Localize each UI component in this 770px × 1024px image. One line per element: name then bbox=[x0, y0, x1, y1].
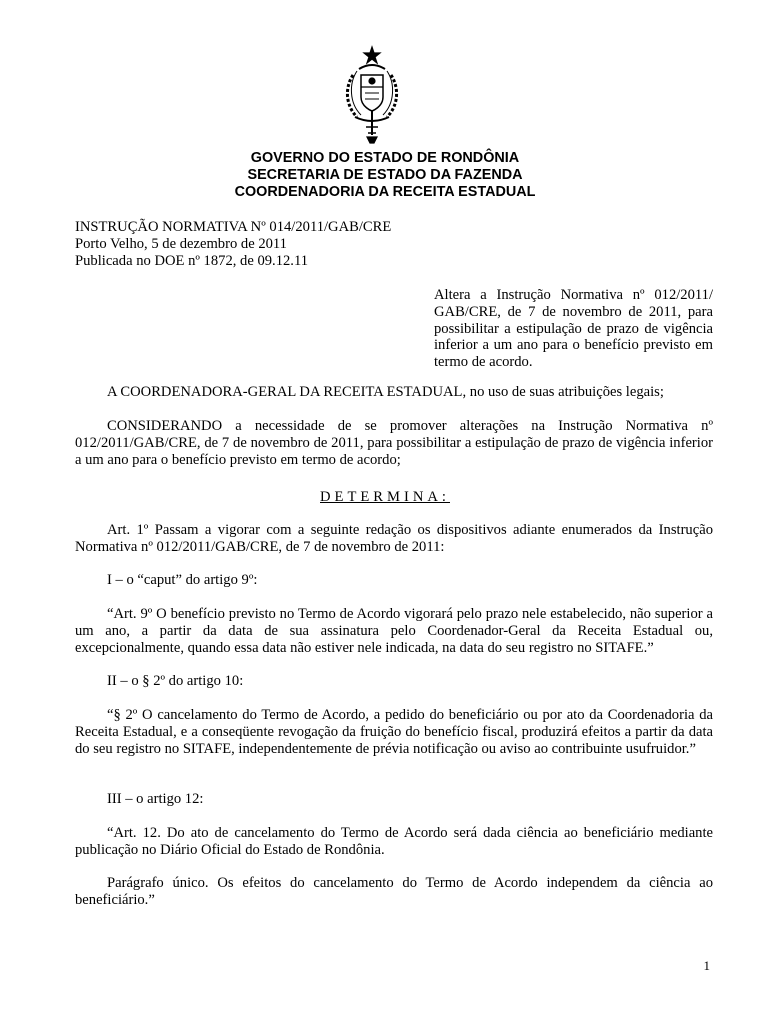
quote-paragraph-2: “§ 2º O cancelamento do Termo de Acordo, a pedido do beneficiário ou por ato da Coordenadoria da Receita Estadual, e a conseqüente revogação da fruição do benefício fiscal, produzirá efeitos a partir da data do seu registro no SITAFE, independentemente de prévia notificação ou aviso ao contribuinte usufruidor.” bbox=[75, 707, 713, 757]
place-date: Porto Velho, 5 de dezembro de 2011 bbox=[75, 235, 287, 252]
item-1-paragraph: I – o “caput” do artigo 9º: bbox=[107, 572, 258, 588]
publication-info: Publicada no DOE nº 1872, de 09.12.11 bbox=[75, 252, 308, 269]
considering-paragraph: CONSIDERANDO a necessidade de se promover alterações na Instrução Normativa nº 012/2011/GAB/CRE, de 7 de novembro de 2011, para possibilitar a estipulação de prazo de vigência inferior a um ano para o benefício previsto em termo de acordo; bbox=[75, 418, 713, 468]
summary-ementa: Altera a Instrução Normativa nº 012/2011/ GAB/CRE, de 7 de novembro de 2011, para possibilitar a estipulação de prazo de vigência inferior a um ano para o benefício previsto em termo de acordo. bbox=[434, 287, 713, 371]
quote-article-9: “Art. 9º O benefício previsto no Termo de Acordo vigorará pelo prazo nele estabelecido, não superior a um ano, a partir da data de sua assinatura pelo Coordenador-Geral da Receita Estadual ou, excepcionalmente, quando essa data não estiver nele indicada, na data do seu registro no SITAFE.” bbox=[75, 606, 713, 656]
determina-heading: DETERMINA: bbox=[320, 489, 450, 505]
header-government: GOVERNO DO ESTADO DE RONDÔNIA bbox=[250, 150, 520, 166]
coat-of-arms-icon bbox=[339, 45, 405, 145]
document-title: INSTRUÇÃO NORMATIVA Nº 014/2011/GAB/CRE bbox=[75, 219, 392, 235]
item-2-paragraph: II – o § 2º do artigo 10: bbox=[107, 673, 244, 689]
header-secretariat: SECRETARIA DE ESTADO DA FAZENDA bbox=[247, 167, 523, 183]
sole-paragraph: Parágrafo único. Os efeitos do cancelamento do Termo de Acordo independem da ciência ao beneficiário.” bbox=[75, 875, 713, 908]
article-1-paragraph: Art. 1º Passam a vigorar com a seguinte redação os dispositivos adiante enumerados da Instrução Normativa nº 012/2011/GAB/CRE, de 7 de novembro de 2011: bbox=[75, 522, 713, 555]
document-identification bbox=[75, 219, 715, 269]
header-coordination: COORDENADORIA DA RECEITA ESTADUAL bbox=[234, 184, 536, 200]
item-3-paragraph: III – o artigo 12: bbox=[107, 791, 204, 807]
document-header bbox=[0, 150, 770, 201]
preamble-paragraph: A COORDENADORA-GERAL DA RECEITA ESTADUAL, no uso de suas atribuições legais; bbox=[107, 384, 664, 400]
quote-article-12: “Art. 12. Do ato de cancelamento do Termo de Acordo será dada ciência ao beneficiário mediante publicação no Diário Oficial do Estado de Rondônia. bbox=[75, 825, 713, 858]
page-number: 1 bbox=[703, 958, 710, 973]
